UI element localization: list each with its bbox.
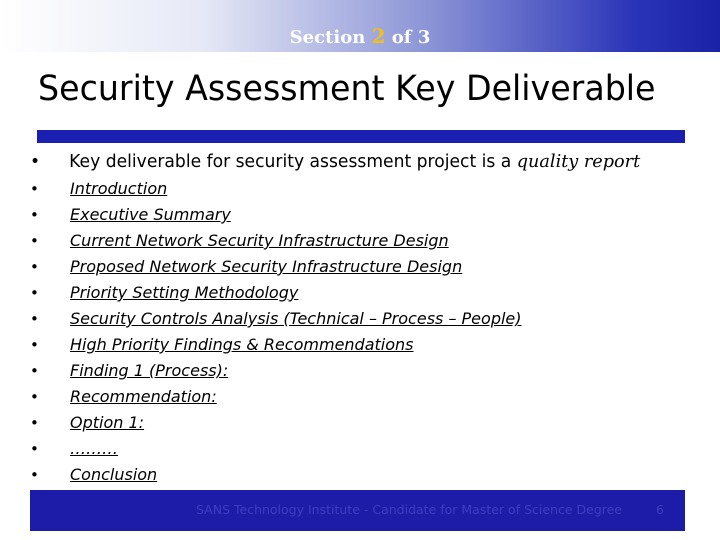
bullet-marker: • bbox=[30, 284, 39, 302]
section-suffix: of 3 bbox=[391, 27, 431, 48]
list-item bbox=[28, 306, 522, 332]
outline-link[interactable]: Current Network Security Infrastructure Design bbox=[70, 231, 449, 250]
bullet-marker: • bbox=[30, 232, 39, 250]
bullet-marker: • bbox=[30, 206, 39, 224]
outline-link[interactable]: Finding 1 (Process): bbox=[70, 361, 229, 380]
bullet-marker: • bbox=[30, 180, 39, 198]
outline-link[interactable]: Proposed Network Security Infrastructure Design bbox=[70, 257, 463, 276]
list-item bbox=[28, 436, 522, 462]
list-item bbox=[28, 254, 522, 280]
bullet-marker: • bbox=[30, 310, 39, 328]
section-indicator bbox=[0, 22, 720, 52]
bullet-marker: • bbox=[30, 440, 39, 458]
outline-link[interactable]: ……… bbox=[70, 439, 118, 458]
outline-link[interactable]: Conclusion bbox=[70, 465, 158, 484]
list-item bbox=[28, 228, 522, 254]
bullet-marker: • bbox=[30, 336, 39, 354]
bullet-marker: • bbox=[30, 466, 39, 484]
page-number: 6 bbox=[656, 502, 664, 517]
footer-bar bbox=[30, 490, 685, 531]
footer-text: SANS Technology Institute - Candidate for Master of Science Degree bbox=[196, 502, 622, 517]
bullet-marker: • bbox=[30, 258, 39, 276]
list-item bbox=[28, 410, 522, 436]
deliverable-outline bbox=[28, 176, 522, 488]
bullet-marker: • bbox=[29, 152, 41, 172]
title-rule bbox=[37, 130, 685, 143]
outline-link[interactable]: High Priority Findings & Recommendations bbox=[70, 335, 414, 354]
list-item bbox=[28, 384, 522, 410]
outline-link[interactable]: Security Controls Analysis (Technical – Process – People) bbox=[70, 309, 522, 328]
outline-link[interactable]: Introduction bbox=[70, 179, 168, 198]
bullet-marker: • bbox=[30, 414, 39, 432]
outline-link[interactable]: Priority Setting Methodology bbox=[70, 283, 299, 302]
outline-link[interactable]: Executive Summary bbox=[70, 205, 231, 224]
list-item bbox=[28, 176, 522, 202]
section-current-number: 2 bbox=[371, 24, 386, 48]
lead-text: Key deliverable for security assessment project is a bbox=[69, 152, 512, 172]
slide-title: Security Assessment Key Deliverable bbox=[38, 69, 656, 109]
section-prefix: Section bbox=[289, 27, 366, 48]
lead-bullet bbox=[28, 148, 704, 176]
list-item bbox=[28, 280, 522, 306]
outline-link[interactable]: Option 1: bbox=[70, 413, 145, 432]
outline-link[interactable]: Recommendation: bbox=[70, 387, 217, 406]
list-item bbox=[28, 462, 522, 488]
list-item bbox=[28, 202, 522, 228]
list-item bbox=[28, 332, 522, 358]
lead-emphasis: quality report bbox=[516, 151, 641, 172]
bullet-marker: • bbox=[30, 362, 39, 380]
bullet-marker: • bbox=[30, 388, 39, 406]
list-item bbox=[28, 358, 522, 384]
